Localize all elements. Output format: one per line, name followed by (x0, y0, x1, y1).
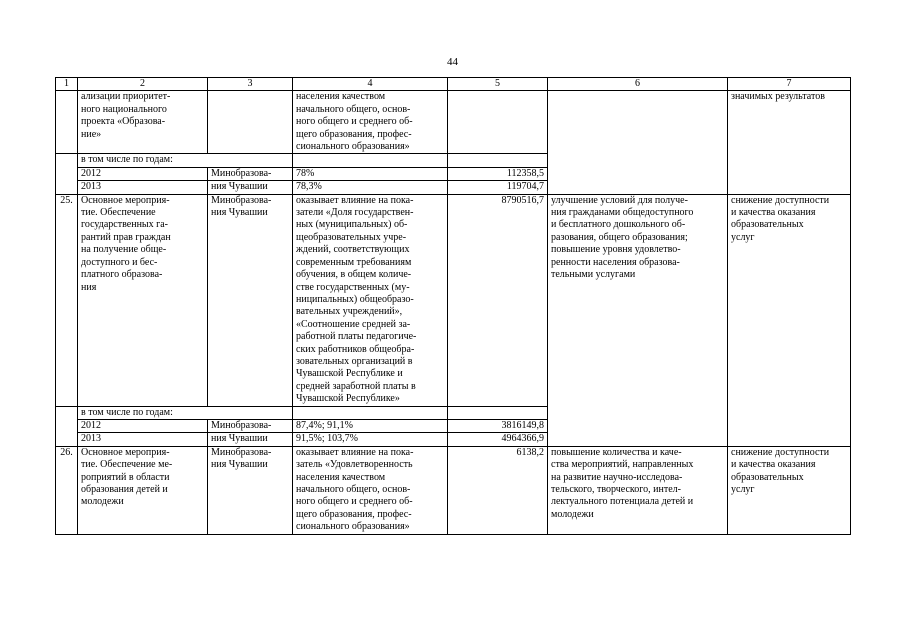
expected-result-cell: улучшение условий для получе- ния гражданами общедоступного и бесплатного дошкольного об- разования, общего образования; повышение уровня удовлетво- ренности населения образова- тельными услугами (548, 194, 728, 446)
year-cell: 2013 (78, 181, 208, 194)
indicator-cell (293, 406, 448, 419)
row-number-cell (56, 419, 78, 432)
row-number-cell (56, 181, 78, 194)
funding-cell (448, 154, 548, 167)
col-header-7: 7 (728, 78, 851, 91)
indicator-value-cell: 87,4%; 91,1% (293, 419, 448, 432)
executor-cell: Минобразова- (208, 419, 293, 432)
executor-cell (208, 91, 293, 154)
col-header-2: 2 (78, 78, 208, 91)
funding-cell (448, 91, 548, 154)
indicator-cell: оказывает влияние на пока- затель «Удовлетворенность населения качеством начального общего, основ- ного общего и среднего об- щего образования, профес- сионального образования» (293, 446, 448, 534)
col-header-3: 3 (208, 78, 293, 91)
column-number-row (56, 78, 851, 91)
activity-name-cell: Основное мероприя- тие. Обеспечение ме- роприятий в области образования детей и молодежи (78, 446, 208, 534)
funding-value-cell: 4964366,9 (448, 433, 548, 446)
col-header-6: 6 (548, 78, 728, 91)
consequence-cell: снижение доступности и качества оказания образовательных услуг (728, 446, 851, 534)
funding-value-cell: 3816149,8 (448, 419, 548, 432)
row-number-cell (56, 433, 78, 446)
executor-cell: Минобразова- (208, 167, 293, 180)
col-header-1: 1 (56, 78, 78, 91)
funding-value-cell: 112358,5 (448, 167, 548, 180)
funding-cell: 8790516,7 (448, 194, 548, 406)
consequence-cell: снижение доступности и качества оказания образовательных услуг (728, 194, 851, 446)
activity-name-cell: ализации приоритет- ного национального проекта «Образова- ние» (78, 91, 208, 154)
indicator-value-cell: 78,3% (293, 181, 448, 194)
table-row (56, 91, 851, 154)
funding-cell (448, 406, 548, 419)
row-number-cell: 25. (56, 194, 78, 406)
activity-name-cell: Основное мероприя- тие. Обеспечение государственных га- рантий прав граждан на получение обще- доступного и бес- платного образова- ния (78, 194, 208, 406)
row-number-cell (56, 91, 78, 154)
executor-cell: Минобразова- ния Чувашии (208, 194, 293, 406)
indicator-cell: населения качеством начального общего, основ- ного общего и среднего об- щего образования, профес- сионального образования» (293, 91, 448, 154)
consequence-cell: значимых результатов (728, 91, 851, 194)
year-cell: 2012 (78, 167, 208, 180)
executor-cell: ния Чувашии (208, 181, 293, 194)
indicator-value-cell: 91,5%; 103,7% (293, 433, 448, 446)
year-cell: 2013 (78, 433, 208, 446)
indicator-cell: оказывает влияние на пока- затели «Доля государствен- ных (муниципальных) об- щеобразовательных учре- ждений, соответствующих современным требованиям обучения, в общем количе- стве государственных (му- ниципальных) общеобразо- вательных учреждений», «Соотношение средней за- работной платы педагогиче- ских работников общеобра- зовательных организаций в Чувашской Республике и средней заработной платы в Чувашской Республике» (293, 194, 448, 406)
indicator-value-cell: 78% (293, 167, 448, 180)
funding-cell: 6138,2 (448, 446, 548, 534)
by-years-label: в том числе по годам: (78, 154, 293, 167)
row-number-cell (56, 406, 78, 419)
table-row (56, 194, 851, 406)
col-header-4: 4 (293, 78, 448, 91)
program-table (55, 77, 851, 535)
row-number-cell: 26. (56, 446, 78, 534)
row-number-cell (56, 167, 78, 180)
expected-result-cell: повышение количества и каче- ства мероприятий, направленных на развитие научно-исследова- тельского, творческого, интел- лектуального потенциала детей и молодежи (548, 446, 728, 534)
executor-cell: Минобразова- ния Чувашии (208, 446, 293, 534)
by-years-label: в том числе по годам: (78, 406, 293, 419)
executor-cell: ния Чувашии (208, 433, 293, 446)
page-number: 44 (447, 56, 458, 68)
year-cell: 2012 (78, 419, 208, 432)
col-header-5: 5 (448, 78, 548, 91)
indicator-cell (293, 154, 448, 167)
funding-value-cell: 119704,7 (448, 181, 548, 194)
expected-result-cell (548, 91, 728, 194)
row-number-cell (56, 154, 78, 167)
table-row (56, 446, 851, 534)
